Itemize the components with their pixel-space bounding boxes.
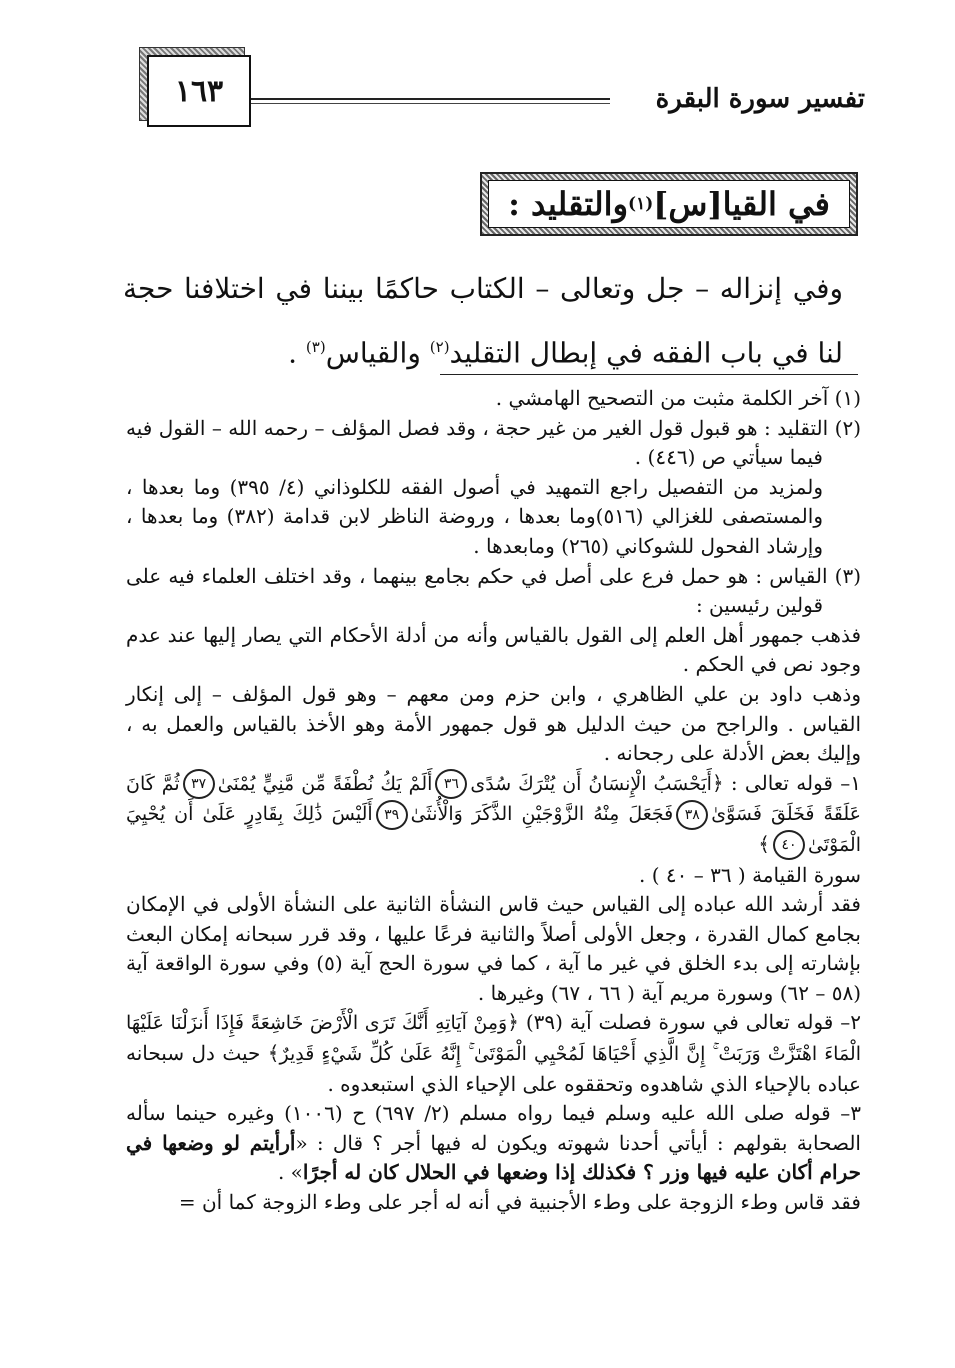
page-number: ١٦٣ — [147, 55, 251, 127]
main-paragraph — [123, 260, 843, 382]
ayah-number-marker: ٣٦ — [435, 769, 467, 799]
evidence-1-source: سورة القيامة ( ٣٦ – ٤٠ ) . — [639, 862, 861, 887]
verse-40: أَلَيْسَ ذَٰلِكَ بِقَادِرٍ عَلَىٰ أَن يُحْيِيَ الْمَوْتَىٰ — [126, 803, 861, 856]
header-rule-thin — [250, 103, 610, 104]
verse-39: فَجَعَلَ مِنْهُ الزَّوْجَيْنِ الذَّكَرَ وَالْأُنثَىٰ — [410, 803, 674, 826]
footnote-separator — [440, 374, 858, 375]
footnote-3-dissent: وذهب داود بن علي الظاهري ، وابن حزم ومن معهم – وهو قول المؤلف – إلى إنكار القياس . والراجح من حيث الدليل هو قول جمهور الأمة وهو الأخذ بالقياس والعمل به ، وإليك بعض الأدلة على رجحانه . — [126, 681, 861, 766]
footnote-3-majority: فذهب جمهور أهل العلم إلى القول بالقياس وأنه من أدلة الأحكام التي يصار إليها عند عدم وجود نص في الحكم . — [126, 622, 861, 677]
evidence-2 — [126, 1008, 861, 1099]
evidence-1 — [126, 769, 861, 890]
quran-close-bracket: ﴾ — [758, 831, 770, 856]
footnote-3: (٣) القياس : هو حمل فرع على أصل في حكم بجامع بينهما ، وقد اختلف العلماء فيه على قولين رئيسين : — [126, 563, 861, 618]
evidence-1-explanation: فقد أرشد الله عباده إلى القياس حيث قاس النشأة الثانية على النشأة الأولى في الإمكان بجامع كمال القدرة ، وجعل الأولى أصلاً والثانية فرعًا عليها ، وقد قرر سبحانه إمكان البعث بإشارته إلى بدء الخلق في غير ما آية ، كما في سورة الحج آية (٥) وفي سورة الواقعة آية (٥٨ – ٦٢) وسورة مريم آية ( ٦٦ ، ٦٧) وغيرها . — [126, 892, 861, 1005]
hadith-close: » . — [277, 1160, 303, 1185]
evidence-3-continued: فقد قاس وطء الزوجة على وطء الأجنبية في أنه له أجر على وطء الزوجة كما أن = — [178, 1190, 861, 1215]
verse-fussilat-39: وَمِنْ آيَاتِهِ أَنَّكَ تَرَى الْأَرْضَ خَاشِعَةً فَإِذَا أَنزَلْنَا عَلَيْهَا الْمَاءَ اهْتَزَّتْ وَرَبَتْ ۚ إِنَّ الَّذِي أَحْيَاهَا لَمُحْيِي الْمَوْتَىٰ ۚ إِنَّهُ عَلَىٰ كُلِّ شَيْءٍ قَدِيرٌ — [126, 1012, 861, 1066]
footnote-1: (١) آخر الكلمة مثبت من التصحيح الهامشي . — [495, 386, 861, 410]
page-number-box — [147, 55, 251, 127]
section-title — [488, 180, 850, 228]
section-title-part2: والتقليد : — [508, 185, 629, 223]
verse-38: ثُمَّ كَانَ عَلَقَةً فَخَلَقَ فَسَوَّىٰ — [126, 772, 861, 826]
footnote-ref-3: (٣) — [305, 338, 326, 356]
section-title-part1: في القيا[س] — [653, 185, 830, 223]
ayah-number-marker: ٣٨ — [676, 800, 708, 830]
running-title: تفسير سورة البقرة — [655, 84, 865, 114]
footnote-2-refs: ولمزيد من التفصيل راجع التمهيد في أصول الفقه للكلوذاني (٤/ ٣٩٥) وما بعدها ، والمستصفى للغزالي (٥١٦)وما بعدها ، وروضة الناظر لابن قدامة (٣٨٢) وما بعدها ، وإرشاد الفحول للشوكاني (٢٦٥) ومابعدها . — [126, 474, 823, 558]
section-title-box — [480, 172, 858, 236]
ayah-number-marker: ٤٠ — [773, 830, 805, 860]
footnote-ref-2: (٢) — [429, 338, 450, 356]
evidence-3 — [126, 1099, 861, 1188]
footnote-2: (٢) التقليد : هو قبول قول الغير من غير حجة ، وقد فصل المؤلف – رحمه الله – القول فيه فيما سيأتي ص (٤٤٦) . — [126, 415, 861, 470]
evidence-3-intro: ٣– قوله صلى الله عليه وسلم فيما رواه مسلم (٢/ ٦٩٧) ح (١٠٠٦) وغيره حينما سأله الصحابة بقولهم : أيأتي أحدنا شهوته ويكون له فيها أجر ؟ قال : « — [126, 1101, 861, 1155]
evidence-1-intro: ١– قوله تعالى : ﴿ — [711, 770, 862, 795]
ayah-number-marker: ٣٧ — [183, 769, 215, 799]
evidence-2-intro: ٢– قوله تعالى في سورة فصلت آية (٣٩) ﴿ — [507, 1010, 861, 1035]
ayah-number-marker: ٣٩ — [376, 800, 408, 830]
main-text-2: والقياس — [325, 336, 430, 370]
evidence-2-explanation: ﴾ حيث دل سبحانه عباده بالإحياء الذي شاهدوه وتحققوه على الإحياء الذي استبعدوه . — [126, 1041, 861, 1096]
hadith-quote: أرأيتم لو وضعها في حرام أكان عليه فيها وزر ؟ فكذلك إذا وضعها في الحلال كان له أجرًا — [126, 1130, 861, 1185]
footnotes — [126, 384, 861, 1218]
header-rule — [250, 98, 610, 100]
verse-36: أَيَحْسَبُ الْإِنسَانُ أَن يُتْرَكَ سُدًى — [470, 772, 712, 795]
footnote-ref-1: (١) — [628, 194, 654, 214]
main-text-1: وفي إنزاله – جل وتعالى – الكتاب حاكمًا بيننا في اختلافنا حجة لنا في باب الفقه في إبطال التقليد — [123, 272, 843, 370]
verse-37: أَلَمْ يَكُ نُطْفَةً مِّن مَّنِيٍّ يُمْنَىٰ — [217, 772, 433, 795]
main-text-3: . — [288, 336, 306, 370]
